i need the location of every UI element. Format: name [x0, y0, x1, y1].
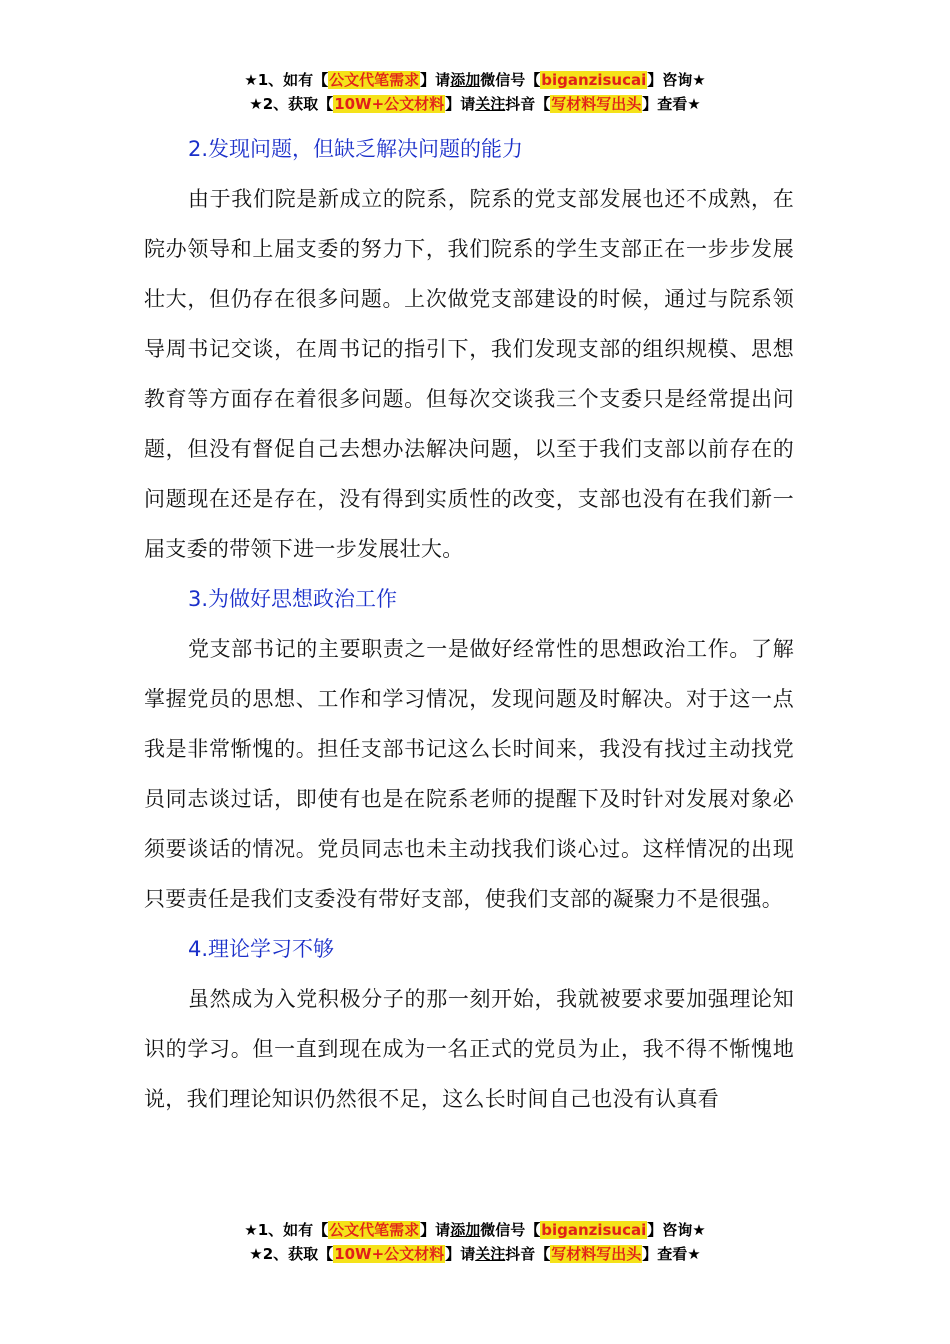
highlight-wechat-id: biganzisucai — [541, 1221, 647, 1239]
highlight-wechat-id: biganzisucai — [541, 71, 647, 89]
footer-banner — [0, 1218, 950, 1266]
section-heading: 4.理论学习不够 — [188, 937, 335, 961]
banner-line-1: ★1、如有【公文代笔需求】请添加微信号【biganzisucai】咨询★ — [244, 1221, 706, 1239]
highlight-materials: 10W+公文材料 — [334, 95, 445, 113]
document-body — [144, 124, 794, 1124]
banner-line-1: ★1、如有【公文代笔需求】请添加微信号【biganzisucai】咨询★ — [244, 71, 706, 89]
highlight-douyin-account: 写材料写出头 — [551, 95, 642, 113]
section-paragraph: 党支部书记的主要职责之一是做好经常性的思想政治工作。了解掌握党员的思想、工作和学习情况，发现问题及时解决。对于这一点我是非常惭愧的。担任支部书记这么长时间来，我没有找过主动找党员同志谈过话，即使有也是在院系老师的提醒下及时针对发展对象必须要谈话的情况。党员同志也未主动找我们谈心过。这样情况的出现只要责任是我们支委没有带好支部，使我们支部的凝聚力不是很强。 — [144, 637, 794, 911]
section-paragraph: 虽然成为入党积极分子的那一刻开始，我就被要求要加强理论知识的学习。但一直到现在成为一名正式的党员为止，我不得不惭愧地说，我们理论知识仍然很不足，这么长时间自己也没有认真看 — [144, 987, 794, 1111]
header-banner — [0, 68, 950, 116]
section-paragraph: 由于我们院是新成立的院系，院系的党支部发展也还不成熟，在院办领导和上届支委的努力下，我们院系的学生支部正在一步步发展壮大，但仍存在很多问题。上次做党支部建设的时候，通过与院系领导周书记交谈，在周书记的指引下，我们发现支部的组织规模、思想教育等方面存在着很多问题。但每次交谈我三个支委只是经常提出问题，但没有督促自己去想办法解决问题，以至于我们支部以前存在的问题现在还是存在，没有得到实质性的改变，支部也没有在我们新一届支委的带领下进一步发展壮大。 — [144, 187, 794, 561]
highlight-douyin-account: 写材料写出头 — [551, 1245, 642, 1263]
highlight-materials: 10W+公文材料 — [334, 1245, 445, 1263]
banner-line-2: ★2、获取【10W+公文材料】请关注抖音【写材料写出头】查看★ — [249, 1245, 701, 1263]
highlight-service: 公文代笔需求 — [329, 1221, 420, 1239]
section-heading: 2.发现问题，但缺乏解决问题的能力 — [188, 137, 524, 161]
banner-line-2: ★2、获取【10W+公文材料】请关注抖音【写材料写出头】查看★ — [249, 95, 701, 113]
section-heading: 3.为做好思想政治工作 — [188, 587, 398, 611]
highlight-service: 公文代笔需求 — [329, 71, 420, 89]
